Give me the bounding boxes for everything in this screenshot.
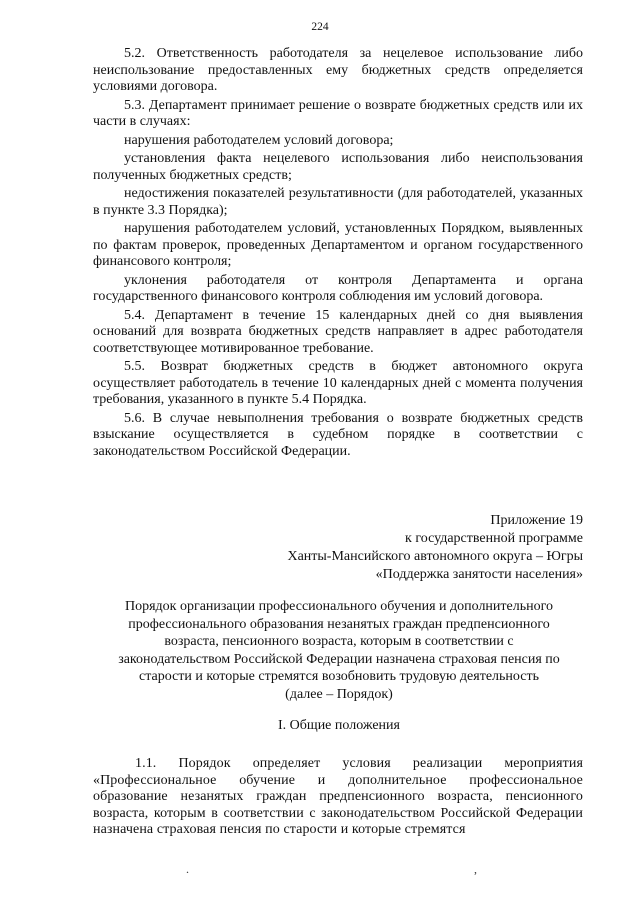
page-number: 224 bbox=[311, 21, 329, 33]
paragraph-5-2: 5.2. Ответственность работодателя за нецелевое использование либо неиспользование предоставленных ему бюджетных средств определяется условиями договора. bbox=[93, 46, 583, 94]
document-title bbox=[93, 598, 585, 703]
section-heading: I. Общие положения bbox=[278, 718, 400, 733]
appendix-line: Ханты-Мансийского автономного округа – Югры bbox=[287, 549, 583, 564]
title-line: возраста, пенсионного возраста, которым в соответствии с bbox=[164, 634, 514, 649]
title-line: (далее – Порядок) bbox=[285, 686, 393, 702]
title-line: законодательством Российской Федерации назначена страховая пенсия по bbox=[118, 651, 560, 667]
footer-mark: , bbox=[474, 862, 477, 876]
paragraph-5-3: 5.3. Департамент принимает решение о возврате бюджетных средств или их части в случаях: bbox=[93, 97, 583, 129]
paragraph-5-6: 5.6. В случае невыполнения требования о возврате бюджетных средств взыскание осуществляется в судебном порядке в соответствии с законодательством Российской Федерации. bbox=[93, 410, 583, 459]
list-item-evasion: уклонения работодателя от контроля Департамента и органа государственного финансового контроля соблюдения им условий договора. bbox=[93, 272, 583, 304]
footer-mark: . bbox=[186, 862, 189, 876]
title-line: профессионального образования незанятых граждан предпенсионного bbox=[128, 616, 550, 632]
list-item-indicators: недостижения показателей результативности (для работодателей, указанных в пункте 3.3 Порядка); bbox=[93, 186, 583, 218]
list-item-misuse: установления факта нецелевого использования либо неиспользования полученных бюджетных средств; bbox=[93, 151, 583, 183]
list-item-violation: нарушения работодателем условий договора; bbox=[124, 132, 394, 148]
section-1-text bbox=[93, 756, 583, 841]
title-line: Порядок организации профессионального обучения и дополнительного bbox=[124, 599, 554, 614]
list-item-inspections: нарушения работодателем условий, установленных Порядком, выявленных по фактам проверок, проведенных Департаментом и органом государственного финансового контроля; bbox=[93, 221, 583, 269]
appendix-header bbox=[287, 512, 583, 584]
paragraph-1-1: 1.1. Порядок определяет условия реализации мероприятия «Профессиональное обучение и дополнительное профессиональное образование незанятых граждан предпенсионного возраста, пенсионного возраста, которым в соответствии с законодательством Российской Федерации назначена страховая пенсия по старости и которые стремятся bbox=[93, 756, 583, 837]
title-line: старости и которые стремятся возобновить трудовую деятельность bbox=[139, 669, 539, 684]
paragraph-5-5: 5.5. Возврат бюджетных средств в бюджет автономного округа осуществляет работодатель в течение 10 календарных дней с момента получения требования, указанного в пункте 5.4 Порядка. bbox=[93, 359, 583, 407]
appendix-line: к государственной программе bbox=[405, 531, 583, 546]
appendix-line: «Поддержка занятости населения» bbox=[375, 567, 583, 582]
section-5-text bbox=[93, 46, 583, 462]
paragraph-5-4: 5.4. Департамент в течение 15 календарных дней со дня выявления оснований для возврата бюджетных средств направляет в адрес работодателя соответствующее мотивированное требование. bbox=[93, 307, 583, 356]
appendix-line: Приложение 19 bbox=[490, 513, 583, 528]
